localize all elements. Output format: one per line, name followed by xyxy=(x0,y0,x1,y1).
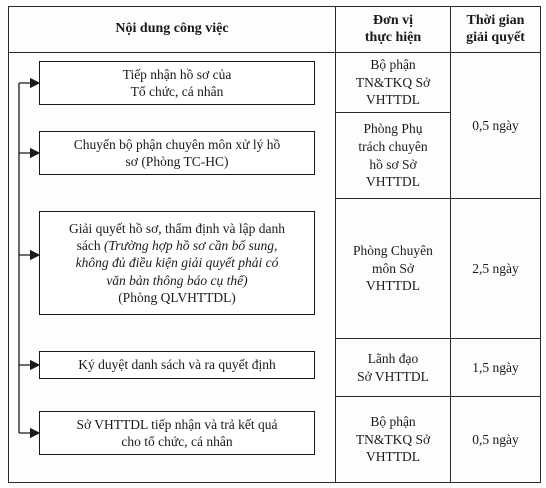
unit-2-line4: VHTTDL xyxy=(366,174,420,190)
step-2-line1: Chuyển bộ phận chuyên môn xử lý hồ xyxy=(73,136,281,152)
unit-1-line1: Bộ phận xyxy=(370,57,416,73)
step-box-2 xyxy=(39,131,315,175)
unit-5-line2: TN&TKQ Sở xyxy=(355,431,431,447)
header-unit-line2: thực hiện xyxy=(364,29,422,45)
step-5-line1: Sở VHTTDL tiếp nhận và trả kết quả xyxy=(76,416,278,432)
step-box-5 xyxy=(39,411,315,455)
unit-2-line3: hồ sơ Sở xyxy=(369,156,417,172)
step-4-line1: Ký duyệt danh sách và ra quyết định xyxy=(78,357,276,373)
header-content xyxy=(9,7,336,53)
time-cell-4 xyxy=(451,397,541,483)
step-1-line1: Tiếp nhận hồ sơ của xyxy=(122,66,232,82)
unit-4-line2: Sở VHTTDL xyxy=(357,368,429,384)
unit-3-line2: môn Sở xyxy=(371,260,415,276)
step-3-note2: không đủ điều kiện giải quyết phải có xyxy=(75,255,279,271)
unit-cell-3 xyxy=(336,199,451,339)
step-5-line2: cho tổ chức, cá nhân xyxy=(121,434,233,449)
time-3: 1,5 ngày xyxy=(472,359,519,375)
step-3-note3: văn bản thông báo cụ thể) xyxy=(106,272,248,288)
time-1: 0,5 ngày xyxy=(472,117,519,133)
step-box-4 xyxy=(39,351,315,379)
header-unit-line1: Đơn vị xyxy=(372,12,414,28)
header-unit xyxy=(336,7,451,53)
unit-cell-4 xyxy=(336,339,451,397)
unit-3-line1: Phòng Chuyên xyxy=(353,243,433,259)
step-3-line1: Giải quyết hồ sơ, thẩm định và lập danh xyxy=(69,220,285,236)
time-2: 2,5 ngày xyxy=(472,260,519,276)
unit-4-line1: Lãnh đạo xyxy=(367,350,419,366)
unit-2-line1: Phòng Phụ xyxy=(363,121,423,137)
unit-cell-2 xyxy=(336,113,451,199)
unit-3-line3: VHTTDL xyxy=(366,278,420,294)
header-content-label: Nội dung công việc xyxy=(115,21,229,37)
unit-cell-5 xyxy=(336,397,451,483)
flowchart-cell xyxy=(9,53,336,483)
header-row xyxy=(9,7,541,53)
time-cell-1 xyxy=(451,53,541,199)
unit-cell-1 xyxy=(336,53,451,113)
step-3-line2: sách xyxy=(76,238,101,254)
time-cell-3 xyxy=(451,339,541,397)
unit-5-line1: Bộ phận xyxy=(370,414,416,430)
step-2-line2: sơ (Phòng TC-HC) xyxy=(125,154,229,169)
time-4: 0,5 ngày xyxy=(472,431,519,447)
step-box-1 xyxy=(39,61,315,105)
header-time-line1: Thời gian xyxy=(466,12,525,28)
step-3-note1: (Trường hợp hồ sơ cần bổ sung, xyxy=(104,238,278,254)
unit-5-line3: VHTTDL xyxy=(366,449,420,465)
unit-1-line3: VHTTDL xyxy=(366,92,420,108)
unit-2-line2: trách chuyên xyxy=(358,138,428,154)
header-time xyxy=(451,7,541,53)
header-time-line2: giải quyết xyxy=(466,29,525,45)
step-3-line3: (Phòng QLVHTTDL) xyxy=(118,289,236,305)
step-box-3 xyxy=(39,211,315,315)
time-cell-2 xyxy=(451,199,541,339)
step-3-line2-wrap xyxy=(46,237,308,254)
row-1 xyxy=(9,53,541,113)
procedure-table xyxy=(8,6,541,483)
step-1-line2: Tổ chức, cá nhân xyxy=(130,84,224,99)
unit-1-line2: TN&TKQ Sở xyxy=(355,74,431,90)
